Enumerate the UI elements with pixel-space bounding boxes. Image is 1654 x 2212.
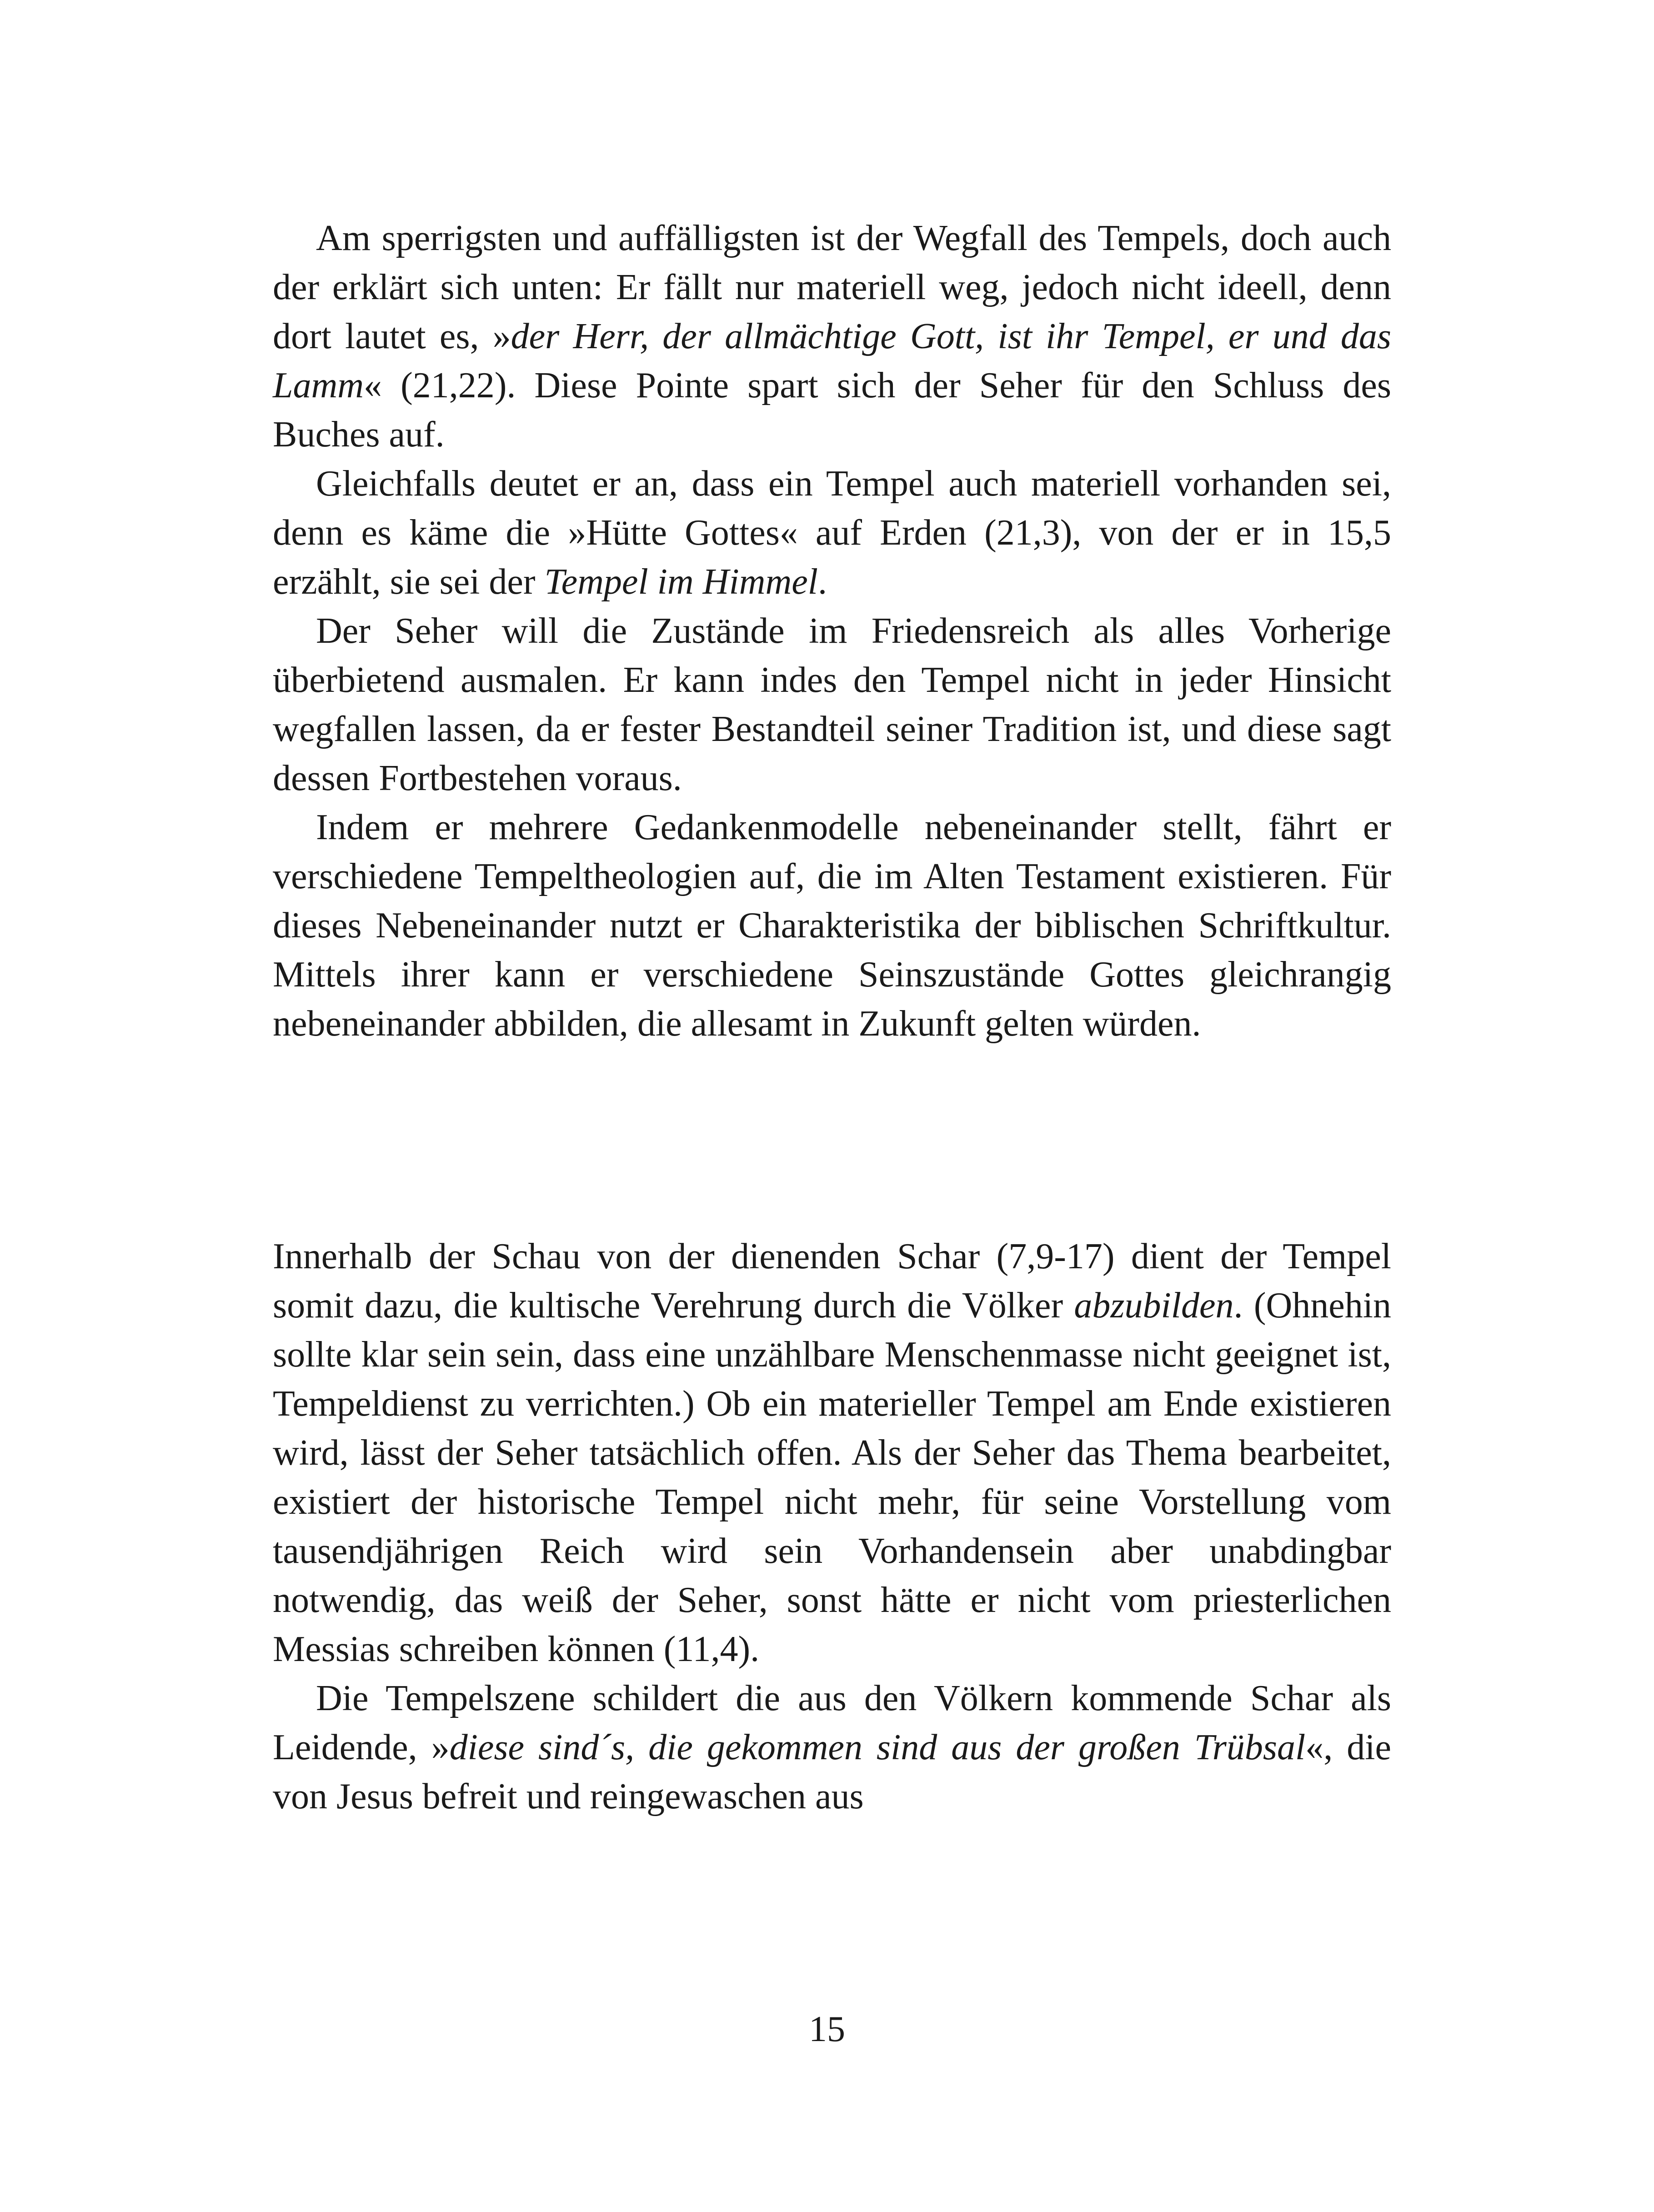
paragraph-4-text: Indem er mehrere Gedankenmodelle nebeneinander stellt, fährt er verschiedene Tempeltheologien auf, die im Alten Testament existieren. Für dieses Nebeneinander nutzt er Charakteristika der biblischen Schriftkultur. Mittels ihrer kann er verschiedene Seinszustände Gottes gleichrangig nebeneinander abbilden, die allesamt in Zukunft gelten würden. (273, 807, 1391, 1044)
paragraph-5-emphasis: abzubilden (1074, 1286, 1234, 1326)
paragraph-3-text: Der Seher will die Zustände im Friedensreich als alles Vorherige überbietend ausmalen. Er kann indes den Tempel nicht in jeder Hinsicht wegfallen lassen, da er fester Bestandteil seiner Tradition ist, und diese sagt dessen Fortbestehen voraus. (273, 611, 1391, 798)
paragraph-5 (273, 1232, 1391, 1674)
paragraph-6-quote: diese sind´s, die gekommen sind aus der großen Trübsal (449, 1727, 1306, 1767)
paragraph-1-text: Am sperrigsten und auffälligsten ist der Wegfall des Tempels, doch auch der erklärt sich unten: Er fällt nur materiell weg, jedoch nicht ideell, denn dort lautet es, » (273, 218, 1391, 356)
text-block-lower (273, 1232, 1391, 1821)
paragraph-6-text-end: «, die von Jesus befreit und reingewaschen aus (273, 1727, 1392, 1817)
page-number: 15 (809, 2009, 845, 2049)
paragraph-2-text-end: . (817, 562, 827, 602)
paragraph-6-text: Die Tempelszene schildert die aus den Völkern kommende Schar als Leidende, » (273, 1678, 1391, 1767)
paragraph-1-quote: der Herr, der allmächtige Gott, ist ihr Tempel, er und das Lamm (273, 316, 1391, 405)
paragraph-3 (273, 606, 1391, 803)
paragraph-2 (273, 459, 1391, 606)
paragraph-5-text-end: . (Ohnehin sollte klar sein sein, dass eine unzählbare Menschenmasse nicht geeignet ist, Tempeldienst zu verrichten.) Ob ein materieller Tempel am Ende existieren wird, lässt der Seher tatsächlich offen. Als der Seher das Thema bearbeitet, existiert der historische Tempel nicht mehr, für seine Vorstellung vom tausendjährigen Reich wird sein Vorhandensein aber unabdingbar notwendig, das weiß der Seher, sonst hätte er nicht vom priesterlichen Messias schreiben können (11,4). (273, 1286, 1391, 1669)
paragraph-1-text-end: « (21,22). Diese Pointe spart sich der Seher für den Schluss des Buches auf. (273, 365, 1391, 455)
paragraph-4 (273, 803, 1391, 1048)
paragraph-2-emphasis: Tempel im Himmel (544, 562, 818, 602)
paragraph-1 (273, 214, 1391, 459)
paragraph-6 (273, 1674, 1391, 1821)
text-block-upper (273, 214, 1391, 1048)
paragraph-2-text: Gleichfalls deutet er an, dass ein Tempel auch materiell vorhanden sei, denn es käme die »Hütte Gottes« auf Erden (21,3), von der er in 15,5 erzählt, sie sei der (273, 464, 1391, 602)
paragraph-5-text: Innerhalb der Schau von der dienenden Schar (7,9-17) dient der Tempel somit dazu, die kultische Verehrung durch die Völker (273, 1236, 1391, 1326)
